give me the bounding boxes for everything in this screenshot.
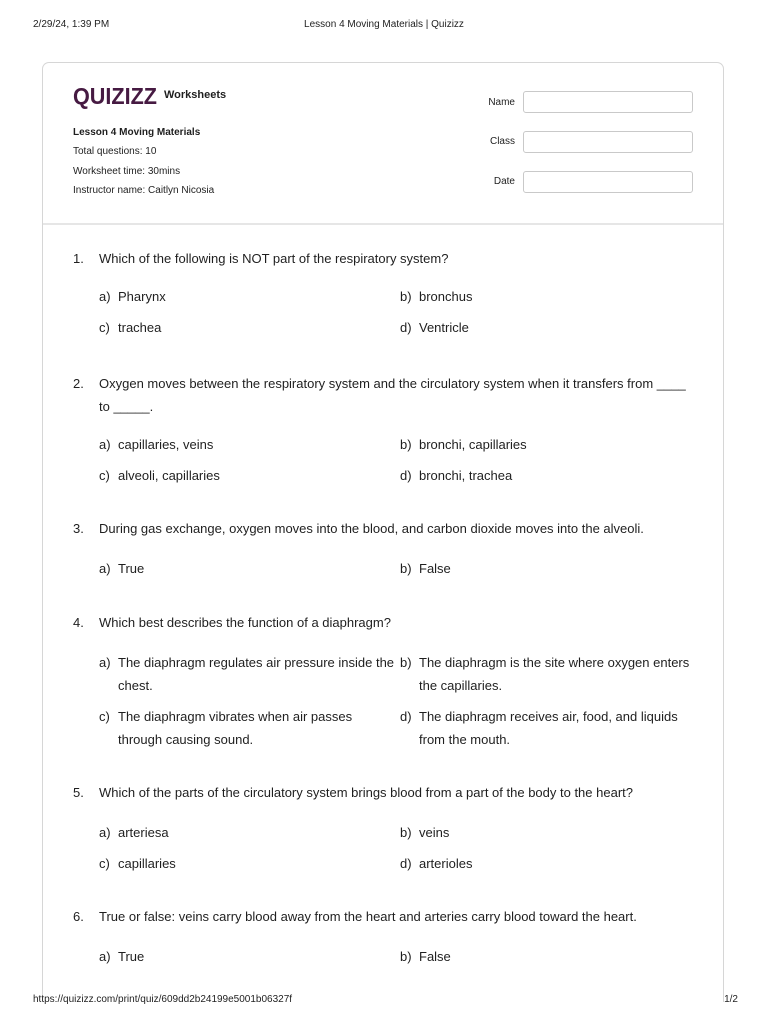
option-text: The diaphragm receives air, food, and liquids from the mouth. xyxy=(419,709,678,747)
question-number: 2. xyxy=(73,376,84,391)
option-letter: b) xyxy=(400,949,412,964)
question-text: During gas exchange, oxygen moves into the blood, and carbon dioxide moves into the alveoli. xyxy=(99,521,644,536)
option-text: capillaries xyxy=(118,856,176,871)
option-letter: d) xyxy=(400,320,412,335)
brand-subtitle: Worksheets xyxy=(164,89,227,101)
option-letter: b) xyxy=(400,289,412,304)
name-field[interactable] xyxy=(523,91,693,113)
option-letter: a) xyxy=(99,289,111,304)
option-text: Pharynx xyxy=(118,289,166,304)
question-text: Which of the following is NOT part of the respiratory system? xyxy=(99,251,449,266)
option-text: The diaphragm vibrates when air passes through causing sound. xyxy=(118,709,353,747)
question-text: Which best describes the function of a diaphragm? xyxy=(99,615,391,630)
question-text: Oxygen moves between the respiratory system and the circulatory system when it transfers from ____ to _____. xyxy=(99,376,686,414)
print-url: https://quizizz.com/print/quiz/609dd2b24199e5001b06327f xyxy=(33,994,293,1005)
worksheet-card xyxy=(42,62,724,1002)
name-label: Name xyxy=(488,97,515,108)
option-text: bronchi, trachea xyxy=(419,468,513,483)
option-letter: b) xyxy=(400,437,412,452)
question-number: 4. xyxy=(73,615,84,630)
option-letter: d) xyxy=(400,709,412,724)
option-text: bronchi, capillaries xyxy=(419,437,527,452)
total-questions: Total questions: 10 xyxy=(73,146,157,157)
option-text: True xyxy=(118,949,145,964)
option-text: veins xyxy=(419,825,450,840)
option-letter: b) xyxy=(400,561,412,576)
worksheet-title: Lesson 4 Moving Materials xyxy=(73,127,201,138)
question-text: True or false: veins carry blood away from the heart and arteries carry blood toward the heart. xyxy=(99,909,637,924)
option-letter: c) xyxy=(99,856,110,871)
date-label: Date xyxy=(493,176,515,187)
option-letter: b) xyxy=(400,655,412,670)
option-letter: c) xyxy=(99,468,110,483)
option-letter: a) xyxy=(99,825,111,840)
option-letter: a) xyxy=(99,437,111,452)
option-text: capillaries, veins xyxy=(118,437,214,452)
date-field[interactable] xyxy=(523,171,693,193)
option-text: False xyxy=(419,561,451,576)
option-letter: b) xyxy=(400,825,412,840)
option-text: alveoli, capillaries xyxy=(118,468,220,483)
option-text: arteriesa xyxy=(118,825,169,840)
option-letter: a) xyxy=(99,949,111,964)
worksheet-time: Worksheet time: 30mins xyxy=(73,166,181,177)
option-letter: a) xyxy=(99,655,111,670)
option-letter: c) xyxy=(99,709,110,724)
question-number: 5. xyxy=(73,785,84,800)
option-letter: d) xyxy=(400,856,412,871)
option-text: arterioles xyxy=(419,856,473,871)
option-text: True xyxy=(118,561,145,576)
quizizz-logo xyxy=(73,83,157,109)
question-number: 6. xyxy=(73,909,84,924)
question-number: 1. xyxy=(73,251,84,266)
option-text: trachea xyxy=(118,320,162,335)
instructor-name: Instructor name: Caitlyn Nicosia xyxy=(73,185,215,196)
svg-text:QUIZIZZ: QUIZIZZ xyxy=(73,83,157,109)
question-number: 3. xyxy=(73,521,84,536)
option-letter: c) xyxy=(99,320,110,335)
option-text: bronchus xyxy=(419,289,473,304)
class-label: Class xyxy=(489,136,515,147)
option-letter: a) xyxy=(99,561,111,576)
option-text: Ventricle xyxy=(419,320,469,335)
print-page-number: 1/2 xyxy=(724,994,738,1005)
option-text: The diaphragm is the site where oxygen enters the capillaries. xyxy=(419,655,690,693)
class-field[interactable] xyxy=(523,131,693,153)
option-letter: d) xyxy=(400,468,412,483)
worksheet-header xyxy=(43,63,723,225)
option-text: The diaphragm regulates air pressure inside the chest. xyxy=(118,655,395,693)
print-page-title: Lesson 4 Moving Materials | Quizizz xyxy=(304,19,464,30)
print-datetime: 2/29/24, 1:39 PM xyxy=(33,19,110,30)
question-text: Which of the parts of the circulatory system brings blood from a part of the body to the heart? xyxy=(99,785,633,800)
brand xyxy=(73,83,226,109)
option-text: False xyxy=(419,949,451,964)
